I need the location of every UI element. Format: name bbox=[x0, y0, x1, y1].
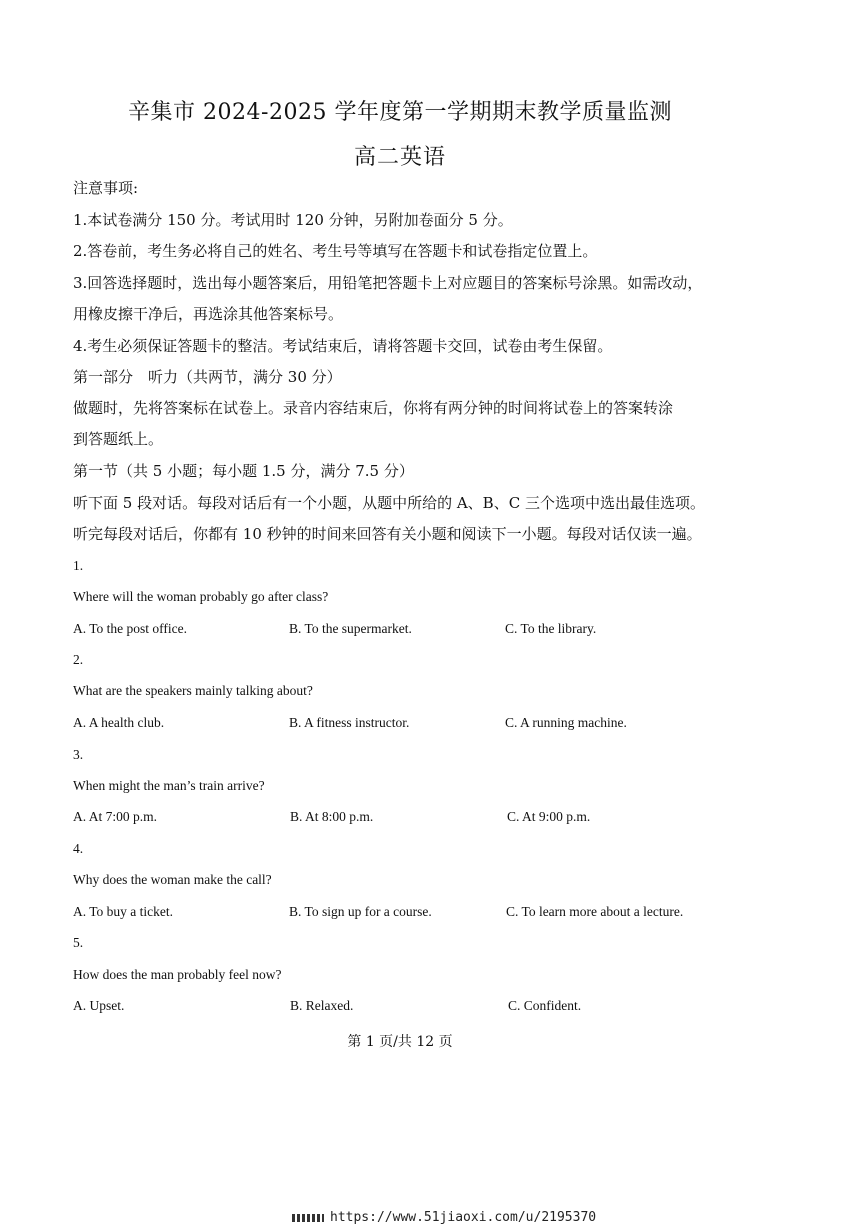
note-3: 3.回答选择题时，选出每小题答案后，用铅笔把答题卡上对应题目的答案标号涂黑。如需改动， bbox=[73, 274, 703, 292]
option-b: B. A fitness instructor. bbox=[289, 715, 410, 730]
option-c: C. Confident. bbox=[508, 998, 582, 1013]
exam-subject: 高二英语 bbox=[353, 145, 446, 170]
option-b: B. To sign up for a course. bbox=[289, 904, 432, 919]
option-a: A. A health club. bbox=[73, 715, 165, 730]
question-number: 2. bbox=[73, 652, 84, 667]
section1-heading: 第一节（共 5 小题；每小题 1.5 分，满分 7.5 分） bbox=[73, 462, 414, 480]
option-a: A. To the post office. bbox=[73, 621, 188, 636]
watermark-url: https://www.51jiaoxi.com/u/2195370 bbox=[330, 1210, 597, 1225]
watermark bbox=[292, 1210, 596, 1225]
option-c: C. At 9:00 p.m. bbox=[507, 809, 591, 824]
notice-heading: 注意事项: bbox=[73, 179, 139, 197]
part1-instruction-cont: 到答题纸上。 bbox=[73, 430, 164, 448]
note-4: 4.考生必须保证答题卡的整洁。考试结束后，请将答题卡交回，试卷由考生保留。 bbox=[73, 337, 613, 355]
note-2: 2.答卷前，考生务必将自己的姓名、考生号等填写在答题卡和试卷指定位置上。 bbox=[73, 242, 598, 260]
note-1: 1.本试卷满分 150 分。考试用时 120 分钟，另附加卷面分 5 分。 bbox=[73, 211, 513, 229]
option-a: A. To buy a ticket. bbox=[73, 904, 174, 919]
option-b: B. To the supermarket. bbox=[289, 621, 412, 636]
section1-instruction: 听下面 5 段对话。每段对话后有一个小题，从题中所给的 A、B、C 三个选项中选出最佳选项。 bbox=[73, 494, 705, 512]
question-number: 4. bbox=[73, 841, 84, 856]
question-number: 3. bbox=[73, 747, 84, 762]
watermark-logo-icon bbox=[292, 1214, 324, 1222]
question-text: Why does the woman make the call? bbox=[73, 872, 272, 887]
question-text: When might the man’s train arrive? bbox=[73, 778, 265, 793]
part1-instruction: 做题时，先将答案标在试卷上。录音内容结束后，你将有两分钟的时间将试卷上的答案转涂 bbox=[73, 399, 674, 417]
option-c: C. To the library. bbox=[505, 621, 597, 636]
option-c: C. To learn more about a lecture. bbox=[506, 904, 684, 919]
exam-title: 辛集市 2024-2025 学年度第一学期期末教学质量监测 bbox=[128, 100, 672, 125]
section1-instruction-cont: 听完每段对话后，你都有 10 秒钟的时间来回答有关小题和阅读下一小题。每段对话仅读一遍。 bbox=[73, 525, 702, 543]
option-a: A. Upset. bbox=[73, 998, 125, 1013]
option-b: B. Relaxed. bbox=[290, 998, 354, 1013]
option-b: B. At 8:00 p.m. bbox=[290, 809, 374, 824]
question-text: How does the man probably feel now? bbox=[73, 967, 282, 982]
note-3-cont: 用橡皮擦干净后，再选涂其他答案标号。 bbox=[73, 305, 344, 323]
page-footer: 第 1 页/共 12 页 bbox=[347, 1034, 453, 1050]
part1-heading: 第一部分 听力（共两节，满分 30 分） bbox=[73, 368, 342, 386]
question-number: 1. bbox=[73, 558, 84, 573]
option-c: C. A running machine. bbox=[505, 715, 627, 730]
question-number: 5. bbox=[73, 935, 84, 950]
question-text: Where will the woman probably go after class? bbox=[73, 589, 329, 604]
question-text: What are the speakers mainly talking about? bbox=[73, 683, 313, 698]
option-a: A. At 7:00 p.m. bbox=[73, 809, 158, 824]
